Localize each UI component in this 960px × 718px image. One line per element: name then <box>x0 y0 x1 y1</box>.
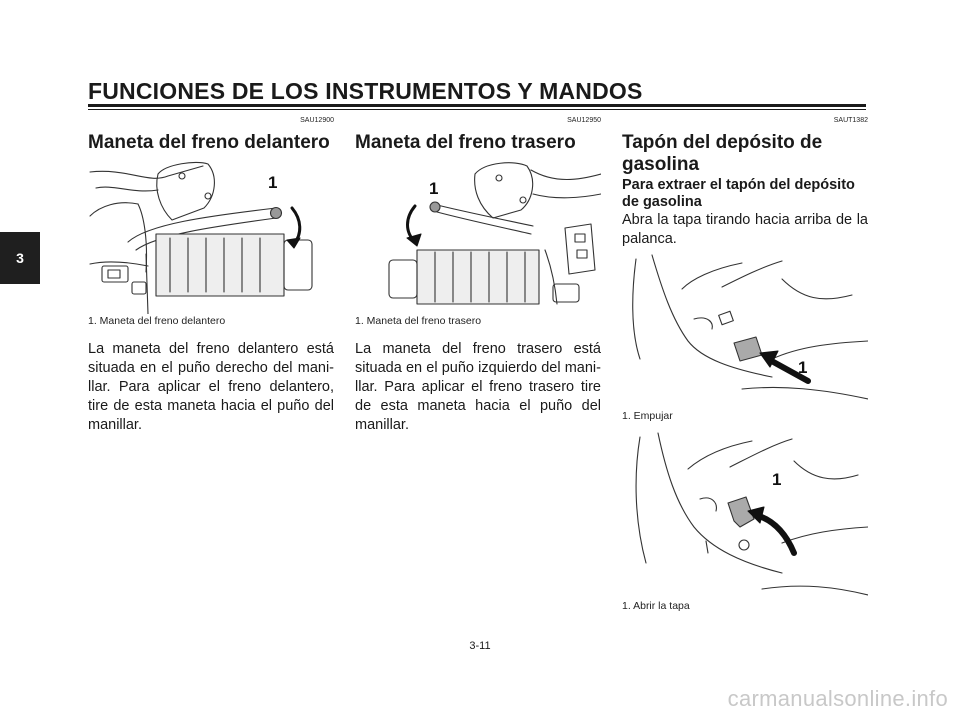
section-code: SAU12900 <box>300 117 334 124</box>
section-title: Maneta del freno trasero <box>355 132 576 153</box>
figure-caption: 1. Abrir la tapa <box>622 600 690 612</box>
chapter-tab-label: 3 <box>16 250 24 266</box>
fuel-cap-open-illustration <box>622 423 868 599</box>
figure-caption: 1. Maneta del freno trasero <box>355 315 482 327</box>
section-body: Abra la tapa tirando hacia arriba de la palanca. <box>622 212 868 247</box>
chapter-tab <box>0 232 40 284</box>
section-front-brake <box>88 115 334 435</box>
figure-callout: 1 <box>798 358 808 377</box>
header-rule-thin <box>88 109 866 110</box>
section-rear-brake <box>355 115 601 435</box>
figure-callout: 1 <box>268 173 278 192</box>
section-title: Tapón del depósito de gasolina <box>622 132 823 175</box>
section-body: La maneta del freno trasero está situada en el puño izquierdo del mani-llar. Para aplicar el freno trasero tire de esta maneta hacia el puño del manillar. <box>355 341 601 433</box>
figure-callout: 1 <box>772 470 782 489</box>
fuel-cap-push-illustration <box>622 249 868 409</box>
front-brake-lever-illustration <box>88 154 334 314</box>
figure-caption: 1. Maneta del freno delantero <box>88 315 226 327</box>
watermark: carmanualsonline.info <box>727 686 948 711</box>
section-title: Maneta del freno delantero <box>88 132 330 153</box>
rear-brake-lever-illustration <box>355 154 601 314</box>
figure-callout: 1 <box>429 179 439 198</box>
header-rule-thick <box>88 104 866 107</box>
section-code: SAU12950 <box>567 117 601 124</box>
figure-caption: 1. Empujar <box>622 410 673 422</box>
page-number: 3-11 <box>469 640 491 652</box>
section-code: SAUT1382 <box>833 117 868 124</box>
section-subtitle: Para extraer el tapón del depósito de gasolina <box>622 177 855 210</box>
section-body: La maneta del freno delantero está situada en el puño derecho del mani-llar. Para aplicar el freno delantero, tire de esta maneta hacia el puño del manillar. <box>88 341 334 433</box>
section-fuel-cap <box>622 115 868 613</box>
page-header-title: FUNCIONES DE LOS INSTRUMENTOS Y MANDOS <box>88 78 643 104</box>
